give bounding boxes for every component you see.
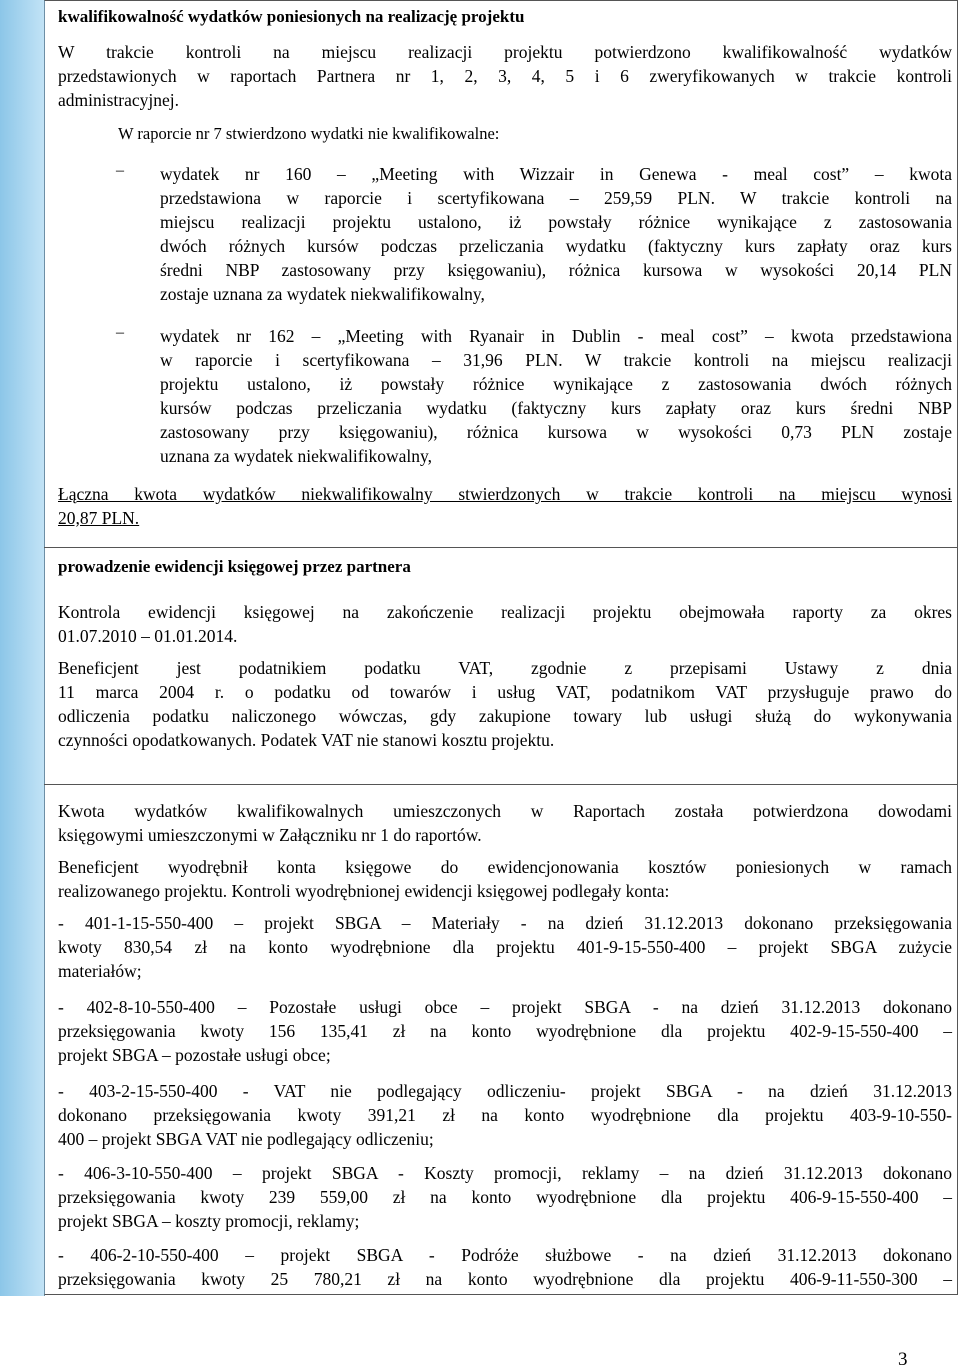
- total-ineligible-paragraph: Łączna kwota wydatków niekwalifikowalny stwierdzonych w trakcie kontroli na miejscu wynosi 20,87 PLN.: [58, 484, 952, 528]
- intro-paragraph: W trakcie kontroli na miejscu realizacji projektu potwierdzono kwalifikowalność wydatków przedstawionych w raportach Partnera nr 1, 2, 3, 4, 5 i 6 zweryfikowanych w trakcie kontroli administracyjnej.: [58, 42, 952, 110]
- section-heading-eligibility: kwalifikowalność wydatków poniesionych na realizację projektu: [58, 7, 525, 26]
- account-406-2-paragraph: - 406-2-10-550-400 – projekt SBGA - Podróże służbowe - na dzień 31.12.2013 dokonano przeksięgowania kwoty 25 780,21 zł na konto wyodrębnione dla projektu 406-9-11-550-300 –: [58, 1245, 952, 1289]
- page-number: 3: [898, 1349, 908, 1370]
- control-scope-paragraph: Kontrola ewidencji księgowej na zakończenie realizacji projektu obejmowała raporty za okres 01.07.2010 – 01.01.2014.: [58, 602, 952, 646]
- section-heading-accounting: prowadzenie ewidencji księgowej przez partnera: [58, 557, 411, 576]
- account-402-paragraph: - 402-8-10-550-400 – Pozostałe usługi obce – projekt SBGA - na dzień 31.12.2013 dokonano przeksięgowania kwoty 156 135,41 zł na konto wyodrębnione dla projektu 402-9-15-550-400 – projekt SBGA – pozostałe usługi obce;: [58, 997, 952, 1065]
- list-item: [116, 324, 952, 468]
- list-item: [116, 162, 952, 306]
- row-divider: [44, 547, 958, 548]
- section-accounting: [58, 556, 952, 752]
- row-divider: [44, 784, 958, 785]
- account-401-paragraph: - 401-1-15-550-400 – projekt SBGA – Materiały - na dzień 31.12.2013 dokonano przeksięgowania kwoty 830,54 zł na konto wyodrębnione dla projektu 401-9-15-550-400 – projekt SBGA zużycie materiałów;: [58, 913, 952, 981]
- report7-paragraph: W raporcie nr 7 stwierdzono wydatki nie kwalifikowalne:: [118, 124, 500, 143]
- expense-162-text: wydatek nr 162 – „Meeting with Ryanair in Dublin - meal cost” – kwota przedstawiona w raporcie i scertyfikowana – 31,96 PLN. W trakcie kontroli na miejscu realizacji projektu ustalono, iż powstały różnice wynikające z zastosowania dwóch różnych kursów podczas przeliczania wydatku (faktyczny kurs zapłaty oraz kurs średni NBP zastosowany przy księgowaniu), różnica kursowa w wysokości 0,73 PLN zostaje uznana za wydatek niekwalifikowalny,: [160, 326, 952, 466]
- accounts-intro-paragraph: Beneficjent wyodrębnił konta księgowe do ewidencjonowania kosztów poniesionych w ramach realizowanego projektu. Kontroli wyodrębnionej ewidencji księgowej podlegały konta:: [58, 857, 952, 901]
- dash-bullet: –: [116, 162, 124, 179]
- left-color-bar: [0, 0, 45, 1296]
- section-eligibility: [58, 6, 952, 530]
- vat-paragraph: Beneficjent jest podatnikiem podatku VAT, zgodnie z przepisami Ustawy z dnia 11 marca 2004 r. o podatku od towarów i usług VAT, podatnikom VAT przysługuje prawo do odliczenia podatku naliczonego wówczas, gdy zakupione towary lub usługi służą do wykonywania czynności opodatkowanych. Podatek VAT nie stanowi kosztu projektu.: [58, 658, 952, 750]
- eligible-amount-paragraph: Kwota wydatków kwalifikowalnych umieszczonych w Raportach została potwierdzona dowodami księgowymi umieszczonymi w Załączniku nr 1 do raportów.: [58, 801, 952, 845]
- section-accounts: [58, 799, 952, 1291]
- dash-bullet: –: [116, 324, 124, 341]
- expense-160-text: wydatek nr 160 – „Meeting with Wizzair in Genewa - meal cost” – kwota przedstawiona w raporcie i scertyfikowana – 259,59 PLN. W trakcie kontroli na miejscu realizacji projektu ustalono, iż powstały różnice wynikające z zastosowania dwóch różnych kursów podczas przeliczania wydatku (faktyczny kurs zapłaty oraz kurs średni NBP zastosowany przy księgowaniu), różnica kursowa w wysokości 20,14 PLN zostaje uznana za wydatek niekwalifikowalny,: [160, 164, 952, 304]
- account-403-paragraph: - 403-2-15-550-400 - VAT nie podlegający odliczeniu- projekt SBGA - na dzień 31.12.2013 dokonano przeksięgowania kwoty 391,21 zł na konto wyodrębnione dla projektu 403-9-10-550- 400 – projekt SBGA VAT nie podlegający odliczeniu;: [58, 1081, 952, 1149]
- account-406-3-paragraph: - 406-3-10-550-400 – projekt SBGA - Koszty promocji, reklamy – na dzień 31.12.2013 dokonano przeksięgowania kwoty 239 559,00 zł na konto wyodrębnione dla projektu 406-9-15-550-400 – projekt SBGA – koszty promocji, reklamy;: [58, 1163, 952, 1231]
